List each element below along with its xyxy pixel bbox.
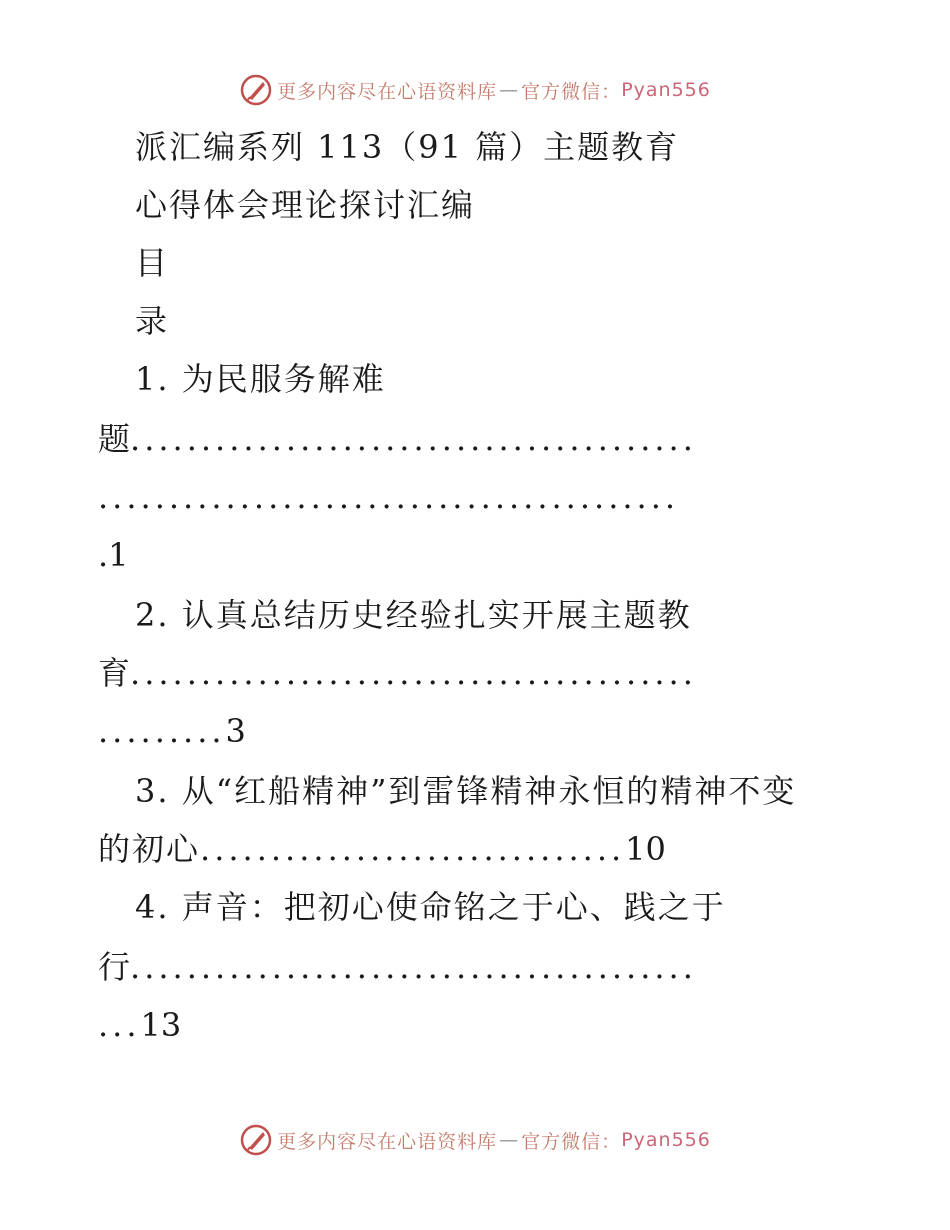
toc-entry-4-line-2[interactable]	[0, 938, 950, 996]
toc-entry-1-title-end: 题	[98, 420, 131, 458]
toc-entry-4-title[interactable]: 4. 声音：把初心使命铭之于心、践之于	[135, 888, 726, 926]
toc-heading-1: 目	[135, 244, 168, 282]
toc-entry-4-title-end: 行	[98, 948, 131, 986]
toc-entry-4-leader: ........................................	[130, 948, 697, 986]
watermark-contact-label: 官方微信：	[521, 1130, 622, 1153]
toc-entry-2-leader-2: .........	[98, 712, 226, 750]
toc-entry-3-page: 10	[625, 830, 666, 868]
doc-title-line-2: 心得体会理论探讨汇编	[135, 186, 476, 224]
watermark-text: 更多内容尽在心语资料库	[277, 80, 498, 103]
watermark-contact-id: Pyan556	[621, 79, 711, 101]
quill-pen-logo-icon	[239, 73, 273, 107]
doc-title-line-1: 派汇编系列 113（91 篇）主题教育	[135, 128, 680, 166]
toc-entry-3-title-end: 的初心	[98, 830, 201, 868]
watermark-text: 更多内容尽在心语资料库	[277, 1130, 498, 1153]
toc-entry-3-leader: ..............................	[200, 830, 626, 868]
toc-entry-3-title[interactable]: 3. 从“红船精神”到雷锋精神永恒的精神不变	[135, 772, 797, 810]
toc-entry-1-title[interactable]: 1. 为民服务解难	[135, 360, 386, 398]
toc-entry-1-leader: ........................................	[130, 420, 697, 458]
watermark-contact-label: 官方微信：	[521, 80, 622, 103]
toc-entry-2-title[interactable]: 2. 认真总结历史经验扎实开展主题教	[135, 596, 692, 634]
toc-entry-3-line-2[interactable]	[0, 820, 950, 878]
toc-entry-1-line-2[interactable]	[0, 410, 950, 468]
toc-entry-2-page: 3	[225, 712, 246, 750]
watermark-dash: —	[499, 79, 520, 101]
watermark-banner-top	[0, 70, 950, 110]
toc-entry-1-leader-2: .........................................	[98, 478, 680, 516]
toc-entry-1-page: 1	[108, 536, 129, 574]
quill-pen-logo-icon	[239, 1123, 273, 1157]
toc-entry-2-title-end: 育	[98, 654, 131, 692]
watermark-contact-id: Pyan556	[621, 1129, 711, 1151]
toc-entry-1-page-line[interactable]	[0, 526, 950, 584]
watermark-banner-bottom	[0, 1120, 950, 1160]
toc-entry-2-line-2[interactable]	[0, 644, 950, 702]
toc-entry-4-page-line[interactable]	[0, 996, 950, 1054]
watermark-dash: —	[499, 1129, 520, 1151]
toc-entry-4-leader-2: ...	[98, 1006, 141, 1044]
toc-entry-1-page-prefix: .	[98, 536, 109, 574]
toc-entry-4-page: 13	[140, 1006, 182, 1044]
toc-entry-2-page-line[interactable]	[0, 702, 950, 760]
toc-heading-2: 录	[135, 302, 168, 340]
toc-entry-2-leader: ........................................	[130, 654, 697, 692]
